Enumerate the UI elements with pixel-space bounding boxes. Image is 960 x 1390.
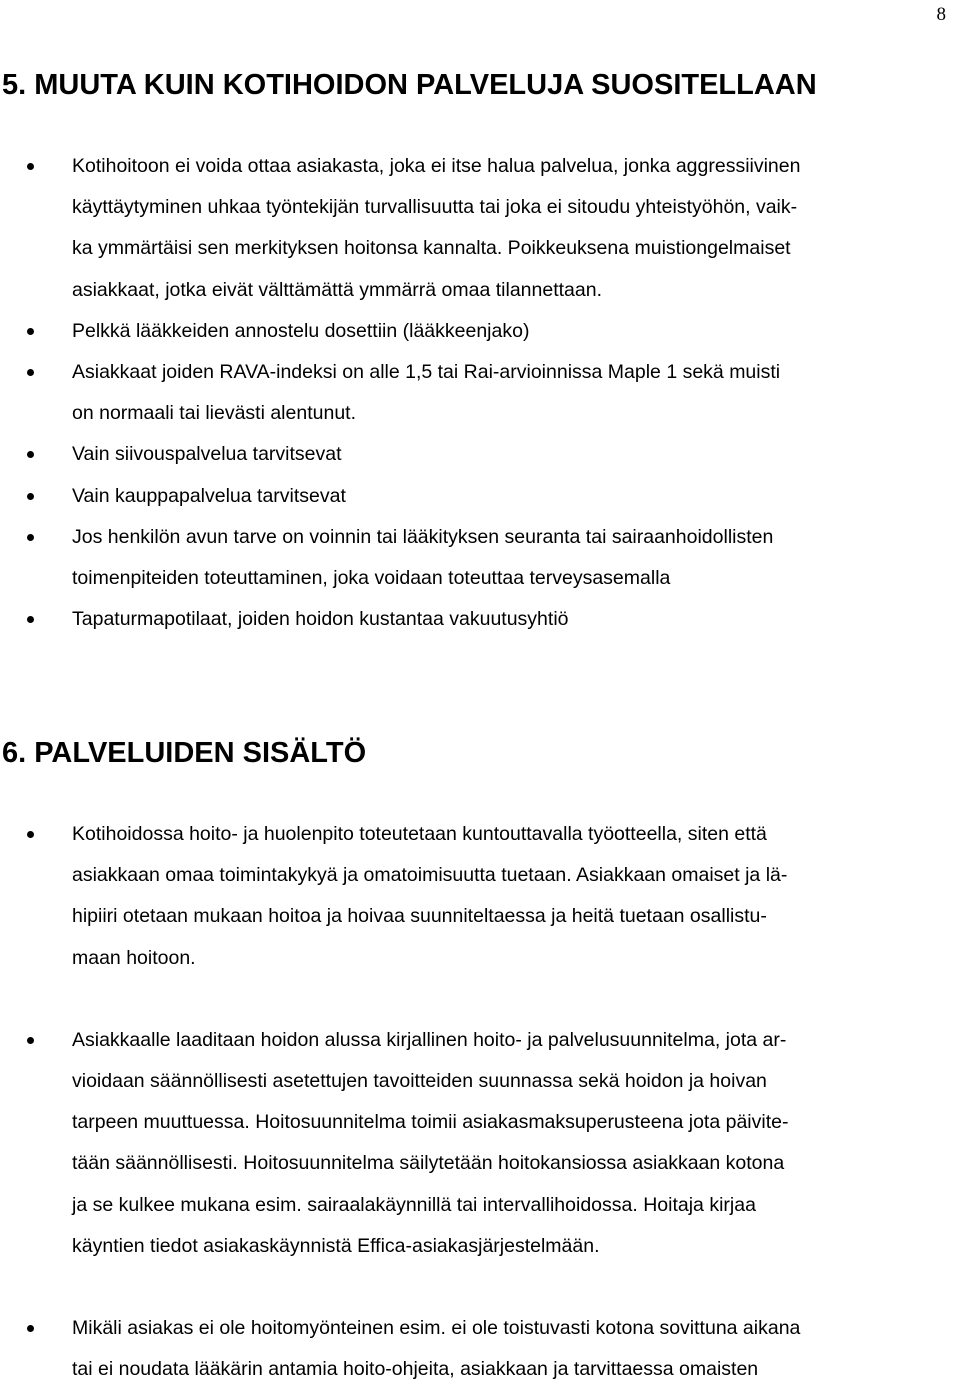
list-item-line: ja se kulkee mukana esim. sairaalakäynnillä tai intervallihoidossa. Hoitaja kirjaa <box>72 1193 756 1216</box>
list-item-line: Asiakkaat joiden RAVA-indeksi on alle 1,5 tai Rai-arvioinnissa Maple 1 sekä muisti <box>72 361 781 384</box>
bullet-icon <box>27 831 34 838</box>
list-item-line: Asiakkaalle laaditaan hoidon alussa kirjallinen hoito- ja palvelusuunnitelma, jota ar- <box>72 1028 787 1051</box>
list-item <box>0 1308 960 1390</box>
list-item <box>0 599 960 640</box>
list-item-line: Jos henkilön avun tarve on voinnin tai lääkityksen seuranta tai sairaanhoidollisten <box>72 525 774 548</box>
bullet-icon <box>27 163 34 170</box>
list-item-line: asiakkaan omaa toimintakykyä ja omatoimisuutta tuetaan. Asiakkaan omaiset ja lä- <box>72 864 788 887</box>
list-item <box>0 352 960 434</box>
list-item-line: asiakkaat, jotka eivät välttämättä ymmärrä omaa tilannettaan. <box>72 278 603 301</box>
bullet-icon <box>27 534 34 541</box>
list-item-line: Vain kauppapalvelua tarvitsevat <box>72 484 346 507</box>
list-item-line: Kotihoidossa hoito- ja huolenpito toteutetaan kuntouttavalla työotteella, siten että <box>72 823 767 845</box>
list-item-line: tään säännöllisesti. Hoitosuunnitelma säilytetään hoitokansiossa asiakkaan kotona <box>72 1152 785 1175</box>
list-item-line: Mikäli asiakas ei ole hoitomyönteinen esim. ei ole toistuvasti kotona sovittuna aikana <box>72 1317 801 1340</box>
list-item <box>0 814 960 979</box>
bullet-icon <box>27 1325 34 1332</box>
list-item-line: hipiiri otetaan mukaan hoitoa ja hoivaa suunniteltaessa ja heitä tuetaan osallistu- <box>72 905 767 928</box>
bullet-icon <box>27 328 34 335</box>
list-item-line: käyttäytyminen uhkaa työntekijän turvallisuutta tai joka ei sitoudu yhteistyöhön, vaik- <box>72 196 798 219</box>
bullet-icon <box>27 493 34 500</box>
page-number: 8 <box>936 4 946 25</box>
section-6-heading: 6. PALVELUIDEN SISÄLTÖ <box>2 737 367 769</box>
list-item <box>0 311 960 352</box>
section-6-list <box>0 814 960 1390</box>
list-item-line: maan hoitoon. <box>72 946 196 969</box>
section-5-list <box>0 146 960 640</box>
list-item-line: Vain siivouspalvelua tarvitsevat <box>72 443 342 466</box>
bullet-icon <box>27 1037 34 1044</box>
list-item <box>0 476 960 517</box>
list-item-line: toimenpiteiden toteuttaminen, joka voidaan toteuttaa terveysasemalla <box>72 567 671 590</box>
list-item <box>0 517 960 599</box>
bullet-icon <box>27 369 34 376</box>
list-item <box>0 146 960 311</box>
list-item-line: vioidaan säännöllisesti asetettujen tavoitteiden suunnassa sekä hoidon ja hoivan <box>72 1070 767 1093</box>
section-5-heading: 5. MUUTA KUIN KOTIHOIDON PALVELUJA SUOSITELLAAN <box>2 69 817 101</box>
list-item-line: Tapaturmapotilaat, joiden hoidon kustantaa vakuutusyhtiö <box>72 608 569 631</box>
list-item-line: on normaali tai lievästi alentunut. <box>72 402 356 425</box>
bullet-icon <box>27 616 34 623</box>
list-item-line: Kotihoitoon ei voida ottaa asiakasta, joka ei itse halua palvelua, jonka aggressiivinen <box>72 155 801 177</box>
bullet-icon <box>27 451 34 458</box>
list-item <box>0 1020 960 1267</box>
list-item-line: ka ymmärtäisi sen merkityksen hoitonsa kannalta. Poikkeuksena muistiongelmaiset <box>72 237 791 260</box>
list-item-line: käyntien tiedot asiakaskäynnistä Effica-asiakasjärjestelmään. <box>72 1234 600 1257</box>
list-item <box>0 434 960 475</box>
list-item-line: tarpeen muuttuessa. Hoitosuunnitelma toimii asiakasmaksuperusteena jota päivite- <box>72 1111 789 1134</box>
list-item-line: Pelkkä lääkkeiden annostelu dosettiin (lääkkeenjako) <box>72 319 530 342</box>
list-item-line: tai ei noudata lääkärin antamia hoito-ohjeita, asiakkaan ja tarvittaessa omaisten <box>72 1358 759 1381</box>
